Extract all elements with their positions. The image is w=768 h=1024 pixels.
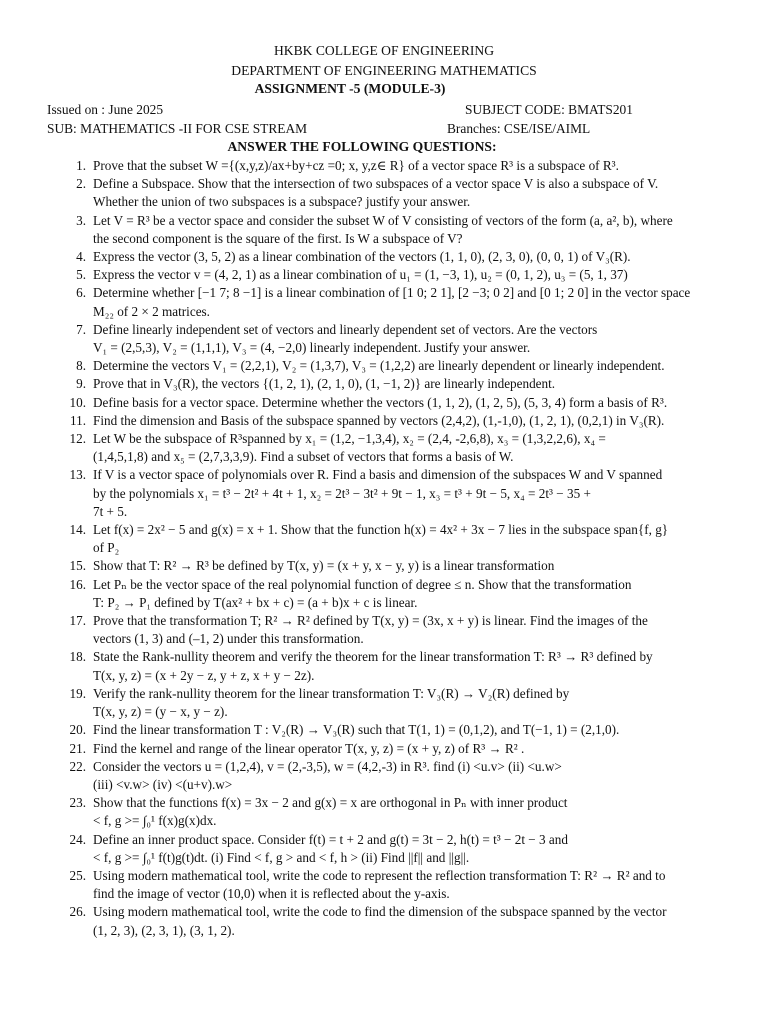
department-name: DEPARTMENT OF ENGINEERING MATHEMATICS xyxy=(231,63,537,78)
question-number: 24. xyxy=(69,831,86,847)
question-number: 11. xyxy=(70,412,86,428)
question-item xyxy=(0,248,768,266)
question-text-line: Determine whether [−1 7; 8 −1] is a linear combination of [1 0; 2 1], [2 −3; 0 2] and [0 1; 2 0] in the vector space xyxy=(93,285,691,301)
question-text-line: 7t + 5. xyxy=(93,503,128,519)
question-text-line: V₁ = (2,5,3), V₂ = (1,1,1), V₃ = (4, −2,0) linearly independent. Justify your answer. xyxy=(93,340,531,356)
question-text-line: Find the linear transformation T : V₂(R) → V₃(R) such that T(1, 1) = (0,1,2), and T(−1, 1) = (2,1,0). xyxy=(93,722,620,738)
question-text-line: of P₂ xyxy=(93,540,120,556)
question-text-line: Let f(x) = 2x² − 5 and g(x) = x + 1. Show that the function h(x) = 4x² + 3x − 7 lies in the subspace span{f, g} xyxy=(93,522,669,538)
question-text-line: Find the dimension and Basis of the subspace spanned by vectors (2,4,2), (1,-1,0), (1, 2, 1), (0,2,1) in V₃(R). xyxy=(93,412,665,428)
question-text-line: Find the kernel and range of the linear operator T(x, y, z) = (x + y, z) of R³ → R² . xyxy=(93,740,525,756)
question-number: 19. xyxy=(69,685,86,701)
question-item xyxy=(0,831,768,867)
question-text-line: Define basis for a vector space. Determine whether the vectors (1, 1, 2), (1, 2, 5), (5, 3, 4) form a basis of R³. xyxy=(93,394,668,410)
question-item xyxy=(0,867,768,903)
question-number: 3. xyxy=(76,212,86,228)
question-number: 15. xyxy=(69,558,86,574)
question-number: 17. xyxy=(69,613,86,629)
question-item xyxy=(0,721,768,739)
question-item xyxy=(0,521,768,557)
college-name: HKBK COLLEGE OF ENGINEERING xyxy=(273,43,495,58)
question-text-line: Express the vector (3, 5, 2) as a linear combination of the vectors (1, 1, 0), (2, 3, 0), (0, 0, 1) of V₃(R). xyxy=(93,249,631,265)
question-text-line: Define linearly independent set of vectors and linearly dependent set of vectors. Are the vectors xyxy=(93,321,598,337)
question-item xyxy=(0,175,768,211)
question-item xyxy=(0,394,768,412)
question-number: 22. xyxy=(69,758,86,774)
question-text-line: If V is a vector space of polynomials over R. Find a basis and dimension of the subspaces W and V spanned xyxy=(93,467,663,483)
question-number: 9. xyxy=(76,376,86,392)
question-text-line: T(x, y, z) = (y − x, y − z). xyxy=(93,704,228,720)
question-text-line: < f, g >= ∫₀¹ f(x)g(x)dx. xyxy=(93,813,217,829)
question-number: 26. xyxy=(69,904,86,920)
question-text-line: Show that T: R² → R³ be defined by T(x, y) = (x + y, x − y, y) is a linear transformation xyxy=(93,558,555,574)
question-text-line: Define an inner product space. Consider f(t) = t + 2 and g(t) = 3t − 2, h(t) = t³ − 2t − 3 and xyxy=(93,831,568,847)
question-item xyxy=(0,212,768,248)
question-number: 12. xyxy=(69,431,86,447)
question-text-line: find the image of vector (10,0) when it is reflected about the y-axis. xyxy=(93,886,450,902)
question-text-line: Using modern mathematical tool, write the code to find the dimension of the subspace spanned by the vector xyxy=(93,904,667,920)
question-text-line: Let Pₙ be the vector space of the real polynomial function of degree ≤ n. Show that the transformation xyxy=(93,576,632,592)
question-number: 13. xyxy=(69,467,86,483)
question-item xyxy=(0,357,768,375)
question-text-line: by the polynomials x₁ = t³ − 2t² + 4t + 1, x₂ = 2t³ − 3t² + 9t − 1, x₃ = t³ + 9t − 5, x₄ = 2t³ − 35 + xyxy=(93,485,591,501)
question-number: 4. xyxy=(76,249,86,265)
question-item xyxy=(0,612,768,648)
question-text-line: (1,4,5,1,8) and x₅ = (2,7,3,3,9). Find a subset of vectors that forms a basis of W. xyxy=(93,449,514,465)
question-text-line: (1, 2, 3), (2, 3, 1), (3, 1, 2). xyxy=(93,922,235,938)
question-text-line: T(x, y, z) = (x + 2y − z, y + z, x + y − 2z). xyxy=(93,667,315,683)
question-number: 10. xyxy=(69,394,86,410)
question-item xyxy=(0,740,768,758)
question-text-line: < f, g >= ∫₀¹ f(t)g(t)dt. (i) Find < f, g > and < f, h > (ii) Find ||f|| and ||g||. xyxy=(93,849,470,865)
question-text-line: (iii) <v.w> (iv) <(u+v).w> xyxy=(93,776,233,792)
question-text-line: Let W be the subspace of R³spanned by x₁ = (1,2, −1,3,4), x₂ = (2,4, -2,6,8), x₃ = (1,3,2,2,6), x₄ = xyxy=(93,431,606,447)
question-text-line: Let V = R³ be a vector space and consider the subset W of V consisting of vectors of the form (a, a², b), where xyxy=(93,212,673,228)
question-number: 1. xyxy=(76,158,86,173)
question-item xyxy=(0,794,768,830)
subject-name: SUB: MATHEMATICS -II FOR CSE STREAM xyxy=(47,121,308,136)
question-text-line: Express the vector v = (4, 2, 1) as a linear combination of u₁ = (1, −3, 1), u₂ = (0, 1, 2), u₃ = (5, 1, 37) xyxy=(93,267,628,283)
question-text-line: Consider the vectors u = (1,2,4), v = (2,-3,5), w = (4,2,-3) in R³. find (i) <u.v> (ii) <u.w> xyxy=(93,758,562,774)
question-number: 20. xyxy=(69,722,86,738)
question-number: 16. xyxy=(69,576,86,592)
branches: Branches: CSE/ISE/AIML xyxy=(447,121,591,136)
question-item xyxy=(0,685,768,721)
question-number: 18. xyxy=(69,649,86,665)
question-item xyxy=(0,557,768,575)
question-text-line: Prove that the transformation T; R² → R² defined by T(x, y) = (3x, x + y) is linear. Find the images of the xyxy=(93,613,648,629)
question-text-line: Whether the union of two subspaces is a subspace? justify your answer. xyxy=(93,194,471,210)
question-number: 7. xyxy=(76,321,86,337)
question-number: 21. xyxy=(69,740,86,756)
question-number: 25. xyxy=(69,867,86,883)
question-item xyxy=(0,284,768,320)
question-text-line: Using modern mathematical tool, write the code to represent the reflection transformation T: R² → R² and to xyxy=(93,867,666,883)
question-number: 5. xyxy=(76,267,86,283)
question-text-line: vectors (1, 3) and (–1, 2) under this transformation. xyxy=(93,631,364,647)
question-number: 23. xyxy=(69,795,86,811)
assignment-title: ASSIGNMENT -5 (MODULE-3) xyxy=(254,81,446,96)
question-number: 8. xyxy=(76,358,86,374)
question-item xyxy=(0,576,768,612)
question-text-line: Define a Subspace. Show that the intersection of two subspaces of a vector space V is also a subspace of V. xyxy=(93,176,659,192)
question-text-line: T: P₂ → P₁ defined by T(ax² + bx + c) = (a + b)x + c is linear. xyxy=(93,594,418,610)
question-list xyxy=(0,157,768,940)
question-number: 14. xyxy=(69,522,86,538)
question-text-line: Prove that the subset W ={(x,y,z)/ax+by+cz =0; x, y,z∈ R} of a vector space R³ is a subspace of R³. xyxy=(93,158,619,173)
question-item xyxy=(0,466,768,521)
question-item xyxy=(0,375,768,393)
issued-on: Issued on : June 2025 xyxy=(47,102,164,117)
subject-code: SUBJECT CODE: BMATS201 xyxy=(465,102,633,117)
question-text-line: State the Rank-nullity theorem and verify the theorem for the linear transformation T: R³ → R³ defined by xyxy=(93,649,653,665)
question-number: 6. xyxy=(76,285,86,301)
instruction-heading: ANSWER THE FOLLOWING QUESTIONS: xyxy=(227,139,497,154)
question-text-line: Verify the rank-nullity theorem for the linear transformation T: V₃(R) → V₂(R) defined by xyxy=(93,685,570,701)
question-text-line: Show that the functions f(x) = 3x − 2 and g(x) = x are orthogonal in Pₙ with inner product xyxy=(93,795,568,811)
question-item xyxy=(0,321,768,357)
question-text-line: M₂₂ of 2 × 2 matrices. xyxy=(93,303,210,319)
question-item xyxy=(0,157,768,175)
question-item xyxy=(0,412,768,430)
question-text-line: Determine the vectors V₁ = (2,2,1), V₂ = (1,3,7), V₃ = (1,2,2) are linearly dependent or linearly independent. xyxy=(93,358,665,374)
question-item xyxy=(0,430,768,466)
question-number: 2. xyxy=(76,176,86,192)
question-item xyxy=(0,648,768,684)
question-item xyxy=(0,266,768,284)
question-item xyxy=(0,758,768,794)
question-text-line: the second component is the square of the first. Is W a subspace of V? xyxy=(93,230,463,246)
question-item xyxy=(0,903,768,939)
question-text-line: Prove that in V₃(R), the vectors {(1, 2, 1), (2, 1, 0), (1, −1, 2)} are linearly independent. xyxy=(93,376,556,392)
